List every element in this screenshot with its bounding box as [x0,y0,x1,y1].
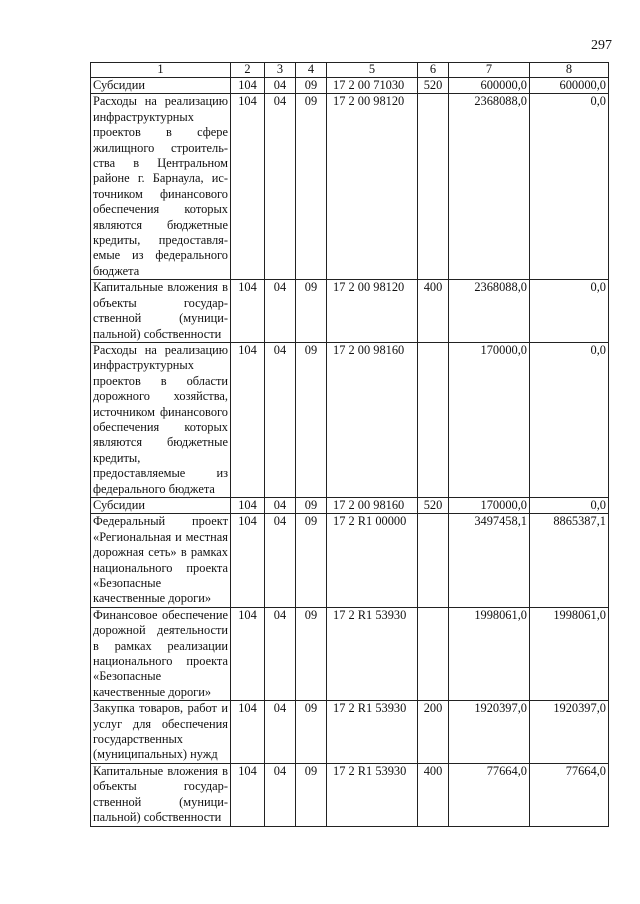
column-header-6: 6 [418,63,449,78]
description-cell: Закупка товаров, работ и услуг для обеспечения государственных (муниципальных) нужд [91,701,231,764]
subsection-cell: 09 [296,78,327,94]
column-header-1: 1 [91,63,231,78]
column-header-4: 4 [296,63,327,78]
subsection-cell: 09 [296,607,327,700]
description-cell: Расходы на реализацию инфраструктурных проектов в сфере жилищного строительства в Центральном районе г. Барнаула, источником финансового обеспечения которых являются бюджетные кредиты, предоставляемые из федерального бюджета [91,94,231,280]
table-row [91,342,609,497]
header-row [91,63,609,78]
ministry-code-cell: 104 [231,607,265,700]
expense-type-cell: 400 [418,280,449,343]
description-cell: Капитальные вложения в объекты государственной (муниципальной) собственности [91,280,231,343]
target-article-cell: 17 2 R1 53930 [327,763,418,826]
section-cell: 04 [265,280,296,343]
amount-year-1-cell: 1920397,0 [449,701,530,764]
amount-year-2-cell: 600000,0 [530,78,609,94]
target-article-cell: 17 2 00 98120 [327,280,418,343]
subsection-cell: 09 [296,342,327,497]
amount-year-2-cell: 8865387,1 [530,514,609,607]
table-row [91,763,609,826]
description-cell: Финансовое обеспечение дорожной деятельности в рамках реализации национального проекта «Безопасные качественные дороги» [91,607,231,700]
amount-year-2-cell: 1920397,0 [530,701,609,764]
column-header-8: 8 [530,63,609,78]
section-cell: 04 [265,94,296,280]
amount-year-2-cell: 0,0 [530,497,609,513]
section-cell: 04 [265,701,296,764]
subsection-cell: 09 [296,763,327,826]
subsection-cell: 09 [296,280,327,343]
table-row [91,497,609,513]
table-row [91,701,609,764]
column-header-3: 3 [265,63,296,78]
target-article-cell: 17 2 R1 00000 [327,514,418,607]
section-cell: 04 [265,607,296,700]
expense-type-cell [418,342,449,497]
amount-year-1-cell: 3497458,1 [449,514,530,607]
ministry-code-cell: 104 [231,763,265,826]
target-article-cell: 17 2 00 71030 [327,78,418,94]
amount-year-2-cell: 77664,0 [530,763,609,826]
table-row [91,94,609,280]
ministry-code-cell: 104 [231,497,265,513]
expense-type-cell: 200 [418,701,449,764]
expense-type-cell: 400 [418,763,449,826]
amount-year-2-cell: 0,0 [530,342,609,497]
section-cell: 04 [265,514,296,607]
amount-year-2-cell: 1998061,0 [530,607,609,700]
table-row [91,607,609,700]
description-cell: Расходы на реализацию инфраструктурных проектов в области дорожного хозяйства, источником финансового обеспечения которых являются бюджетные кредиты, предоставляемые из федерального бюджета [91,342,231,497]
column-header-2: 2 [231,63,265,78]
expense-type-cell: 520 [418,497,449,513]
amount-year-1-cell: 1998061,0 [449,607,530,700]
ministry-code-cell: 104 [231,94,265,280]
subsection-cell: 09 [296,514,327,607]
target-article-cell: 17 2 R1 53930 [327,701,418,764]
subsection-cell: 09 [296,701,327,764]
budget-table [90,62,609,827]
target-article-cell: 17 2 00 98160 [327,342,418,497]
ministry-code-cell: 104 [231,514,265,607]
description-cell: Субсидии [91,78,231,94]
table-row [91,78,609,94]
amount-year-2-cell: 0,0 [530,280,609,343]
page-number: 297 [591,38,612,53]
table-row [91,514,609,607]
section-cell: 04 [265,497,296,513]
section-cell: 04 [265,78,296,94]
subsection-cell: 09 [296,497,327,513]
table-row [91,280,609,343]
amount-year-2-cell: 0,0 [530,94,609,280]
target-article-cell: 17 2 00 98120 [327,94,418,280]
amount-year-1-cell: 2368088,0 [449,280,530,343]
target-article-cell: 17 2 00 98160 [327,497,418,513]
ministry-code-cell: 104 [231,78,265,94]
ministry-code-cell: 104 [231,342,265,497]
column-header-5: 5 [327,63,418,78]
amount-year-1-cell: 600000,0 [449,78,530,94]
description-cell: Субсидии [91,497,231,513]
amount-year-1-cell: 2368088,0 [449,94,530,280]
ministry-code-cell: 104 [231,701,265,764]
ministry-code-cell: 104 [231,280,265,343]
section-cell: 04 [265,342,296,497]
expense-type-cell [418,514,449,607]
column-header-7: 7 [449,63,530,78]
table-body [91,78,609,827]
amount-year-1-cell: 170000,0 [449,342,530,497]
amount-year-1-cell: 170000,0 [449,497,530,513]
description-cell: Капитальные вложения в объекты государственной (муниципальной) собственности [91,763,231,826]
section-cell: 04 [265,763,296,826]
expense-type-cell [418,94,449,280]
subsection-cell: 09 [296,94,327,280]
expense-type-cell: 520 [418,78,449,94]
amount-year-1-cell: 77664,0 [449,763,530,826]
target-article-cell: 17 2 R1 53930 [327,607,418,700]
expense-type-cell [418,607,449,700]
description-cell: Федеральный проект «Региональная и местная дорожная сеть» в рамках национального проекта «Безопасные качественные дороги» [91,514,231,607]
